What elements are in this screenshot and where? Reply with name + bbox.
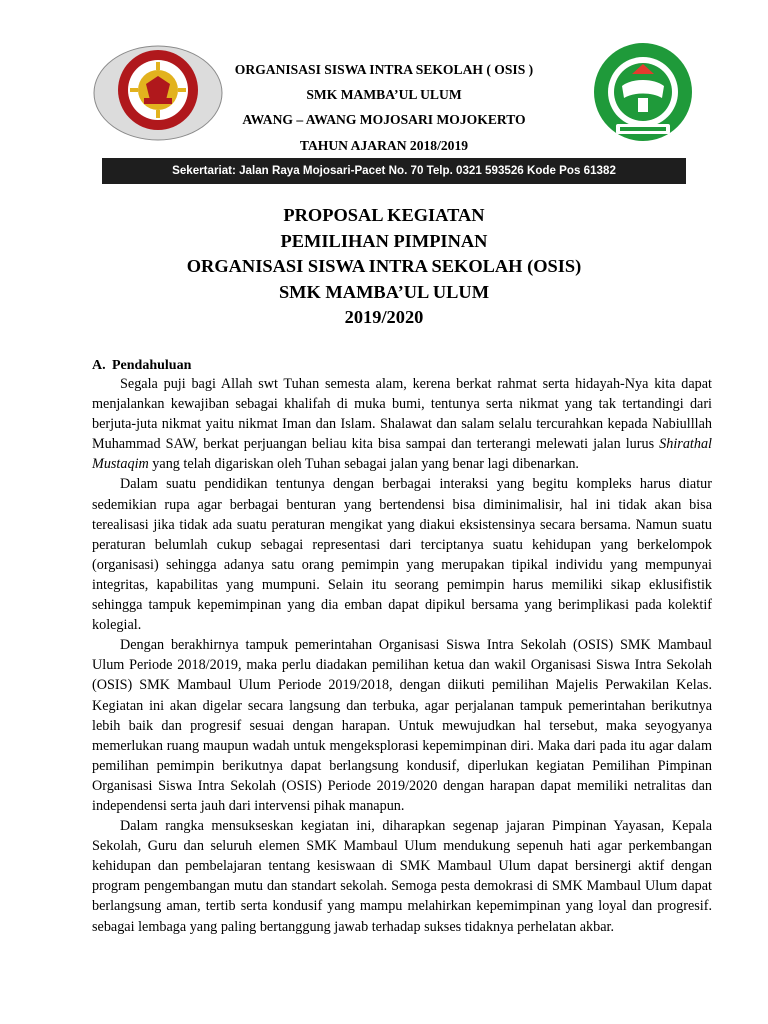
paragraph: Dalam suatu pendidikan tentunya dengan berbagai interaksi yang begitu kompleks harus diatur sedemikian rupa agar berbagai benturan yang bertendensi bisa diminimalisir, hal ini tidak akan bisa terealisasi jika tidak ada suatu peraturan mengikat yang diakui eksistensinya secara bersama. Namun suatu peraturan belumlah cukup sebagai representasi dari terciptanya suatu kehidupan yang berkelompok (organisasi) sehingga adanya satu orang pemimpin yang merupakan tipikal individu yang mempunyai integritas, kapabilitas yang mumpuni. Selain itu seorang pemimpin harus memiliki sikap eklusifistik sehingga tampuk kepemimpinan yang dia emban dapat dipikul bersama yang berimplikasi pada kolektif kolegial.: [92, 476, 712, 634]
school-location: AWANG – AWANG MOJOSARI MOJOKERTO: [242, 112, 526, 128]
section-heading: [92, 356, 191, 376]
section-number: A.: [92, 358, 106, 373]
school-name: SMK MAMBA’UL ULUM: [306, 87, 462, 103]
section-body: [92, 374, 712, 937]
letterhead: [200, 57, 568, 158]
title-line: PEMILIHAN PIMPINAN: [280, 230, 488, 251]
paragraph: Dalam rangka mensukseskan kegiatan ini, diharapkan segenap jajaran Pimpinan Yayasan, Kepala Sekolah, Guru dan seluruh elemen SMK Mambaul Ulum mendukung sepenuh hati agar perkembangan kehidupan dan pembelajaran tentang kesiswaan di SMK Mambaul Ulum dapat bersinergi aktif dengan program pengembangan mutu dan standart sekolah. Semoga pesta demokrasi di SMK Mambaul Ulum dapat berlangsung aman, tertib serta kondusif yang mampu melahirkan kepemimpinan yang loyal dan progresif. sebagai lembaga yang paling bertanggung jawab terhadap sukses tidaknya perhelatan akbar.: [92, 818, 712, 935]
paragraph: Dengan berakhirnya tampuk pemerintahan Organisasi Siswa Intra Sekolah (OSIS) SMK Mambaul Ulum Periode 2018/2019, maka perlu diadakan pemilihan ketua dan wakil Organisasi Siswa Intra Sekolah (OSIS) SMK Mambaul Ulum Periode 2019/2018, dengan diikuti pemilihan Majelis Perwakilan Kelas. Kegiatan ini akan digelar secara langsung dan terbuka, agar perjalanan tampuk pemerintahan berikutnya lebih baik dan progresif sesuai dengan harapan. Untuk mewujudkan hal tersebut, maka seyogyanya memerlukan ruang maupun wadah untuk mengeksplorasi kepemimpinan diri. Maka dari pada itu agar dalam pemilihan pemimpin berikutnya dapat berlangsung kondusif, diperlukan kegiatan Pemilihan Pimpinan Organisasi Siswa Intra Sekolah (OSIS) Periode 2019/2020 dengan harapan dapat memiliki netralitas dan independensi serta jauh dari intervensi pihak manapun.: [92, 637, 712, 814]
section-title: Pendahuluan: [112, 358, 192, 373]
pesantren-emblem-icon: [592, 40, 694, 144]
pesantren-logo: [592, 40, 694, 144]
title-line: SMK MAMBA’UL ULUM: [278, 281, 490, 302]
title-line: 2019/2020: [344, 307, 424, 328]
organization-name: ORGANISASI SISWA INTRA SEKOLAH ( OSIS ): [234, 62, 534, 77]
paragraph: Segala puji bagi Allah swt Tuhan semesta alam, kerena berkat rahmat serta hidayah-Nya kita dapat menjalankan kewajiban sebagai khalifah di muka bumi, tentunya serta nikmat yang tak tertandingi dari berjuta-juta nikmat yaitu nikmat Iman dan Islam. Shalawat dan salam selalu tercurahkan kepada Nabiulllah Muhammad SAW, berkat perjuangan beliau kita bisa sampai dan terterangi melewati jalan lurus Shirathal Mustaqim yang telah digariskan oleh Tuhan sebagai jalan yang benar lagi dibenarkan.: [92, 376, 712, 473]
secretariat-address-bar: Sekertariat: Jalan Raya Mojosari-Pacet No. 70 Telp. 0321 593526 Kode Pos 61382: [102, 158, 686, 184]
title-line: ORGANISASI SISWA INTRA SEKOLAH (OSIS): [186, 256, 582, 277]
italic-term: Shirathal Mustaqim: [92, 436, 712, 473]
academic-year: TAHUN AJARAN 2018/2019: [299, 137, 469, 153]
proposal-title: [100, 203, 668, 331]
title-line: PROPOSAL KEGIATAN: [283, 205, 485, 225]
